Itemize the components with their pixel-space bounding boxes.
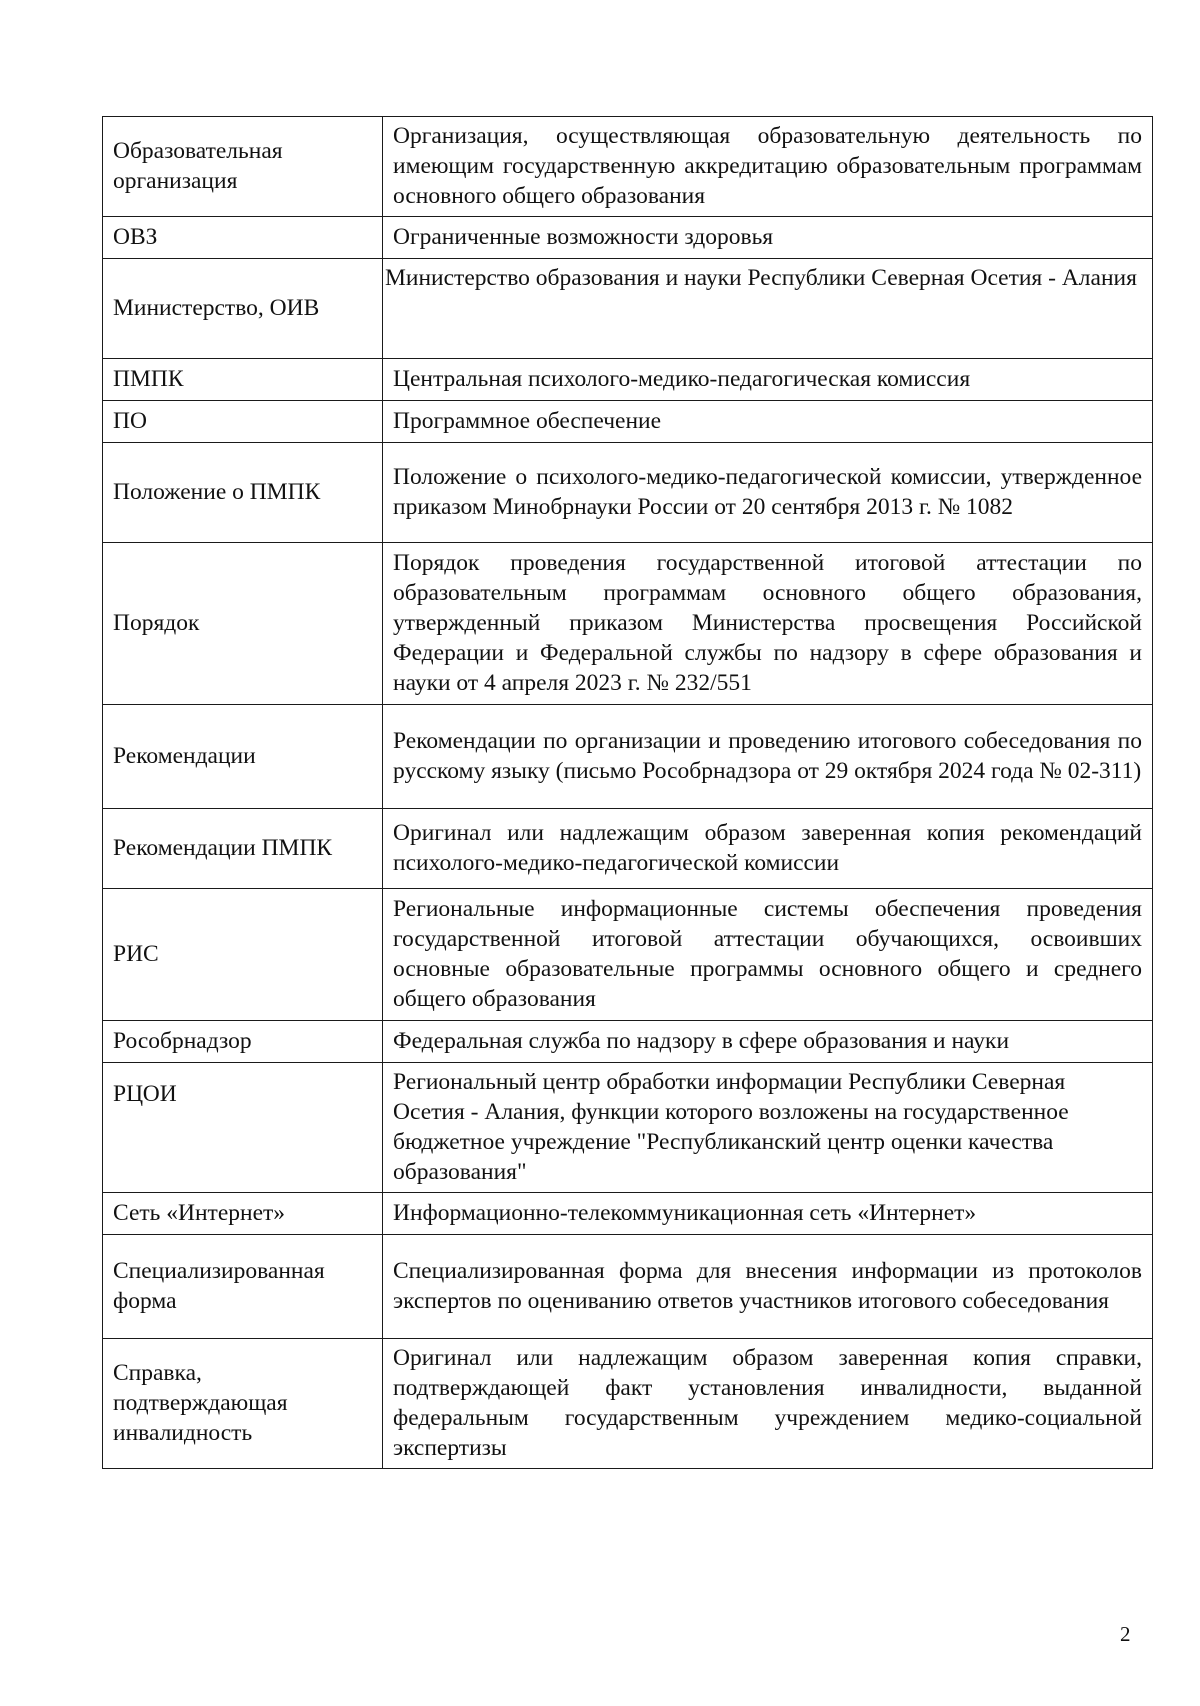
definition-cell: Рекомендации по организации и проведению итогового собеседования по русскому языку (письмо Рособрнадзора от 29 октября 2024 года № 02-311) <box>383 705 1153 809</box>
term-cell: Порядок <box>103 543 383 705</box>
definition-cell: Оригинал или надлежащим образом заверенная копия рекомендаций психолого-медико-педагогической комиссии <box>383 809 1153 889</box>
term-cell: Рособрнадзор <box>103 1021 383 1063</box>
term-cell: Рекомендации <box>103 705 383 809</box>
term-cell: Министерство, ОИВ <box>103 259 383 359</box>
definition-cell: Ограниченные возможности здоровья <box>383 217 1153 259</box>
table-row <box>103 543 1153 705</box>
abbreviations-table <box>102 116 1153 1469</box>
table-row <box>103 117 1153 217</box>
definition-cell: Специализированная форма для внесения информации из протоколов экспертов по оцениванию ответов участников итогового собеседования <box>383 1235 1153 1339</box>
definition-cell: Положение о психолого-медико-педагогической комиссии, утвержденное приказом Минобрнауки России от 20 сентября 2013 г. № 1082 <box>383 443 1153 543</box>
table-row <box>103 401 1153 443</box>
page-number: 2 <box>1120 1622 1131 1646</box>
term-cell: ПМПК <box>103 359 383 401</box>
term-cell: Справка, подтверждающая инвалидность <box>103 1339 383 1469</box>
table-row <box>103 1235 1153 1339</box>
table-row <box>103 809 1153 889</box>
term-cell: Положение о ПМПК <box>103 443 383 543</box>
definition-cell: Центральная психолого-медико-педагогическая комиссия <box>383 359 1153 401</box>
definition-cell: Федеральная служба по надзору в сфере образования и науки <box>383 1021 1153 1063</box>
term-cell: Специализированная форма <box>103 1235 383 1339</box>
term-cell: Рекомендации ПМПК <box>103 809 383 889</box>
table-row <box>103 705 1153 809</box>
table-row <box>103 217 1153 259</box>
table-row <box>103 1339 1153 1469</box>
term-cell: РИС <box>103 889 383 1021</box>
term-cell: ПО <box>103 401 383 443</box>
term-cell: РЦОИ <box>103 1063 383 1193</box>
definition-cell: Информационно-телекоммуникационная сеть «Интернет» <box>383 1193 1153 1235</box>
definition-cell: Организация, осуществляющая образовательную деятельность по имеющим государственную аккредитацию образовательным программам основного общего образования <box>383 117 1153 217</box>
definition-cell: Порядок проведения государственной итоговой аттестации по образовательным программам основного общего образования, утвержденный приказом Министерства просвещения Российской Федерации и Федеральной службы по надзору в сфере образования и науки от 4 апреля 2023 г. № 232/551 <box>383 543 1153 705</box>
definition-cell: Региональный центр обработки информации Республики Северная Осетия - Алания, функции которого возложены на государственное бюджетное учреждение "Республиканский центр оценки качества образования" <box>383 1063 1153 1193</box>
table-row <box>103 259 1153 359</box>
table-row <box>103 1193 1153 1235</box>
table-row <box>103 1063 1153 1193</box>
table-row <box>103 443 1153 543</box>
definition-cell: Программное обеспечение <box>383 401 1153 443</box>
table-row <box>103 889 1153 1021</box>
definition-cell: Оригинал или надлежащим образом заверенная копия справки, подтверждающей факт установления инвалидности, выданной федеральным государственным учреждением медико-социальной экспертизы <box>383 1339 1153 1469</box>
table-row <box>103 359 1153 401</box>
term-cell: ОВЗ <box>103 217 383 259</box>
definition-cell: Министерство образования и науки Республики Северная Осетия - Алания <box>383 259 1153 359</box>
term-cell: Сеть «Интернет» <box>103 1193 383 1235</box>
table-row <box>103 1021 1153 1063</box>
definition-cell: Региональные информационные системы обеспечения проведения государственной итоговой аттестации обучающихся, освоивших основные образовательные программы основного общего и среднего общего образования <box>383 889 1153 1021</box>
term-cell: Образовательная организация <box>103 117 383 217</box>
